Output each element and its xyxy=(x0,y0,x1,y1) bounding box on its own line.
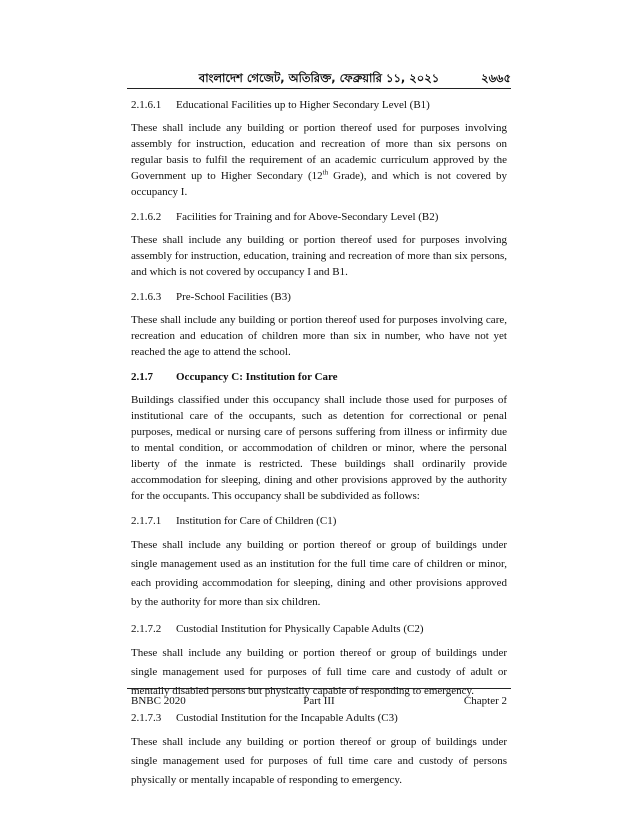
footer-code: BNBC 2020 xyxy=(131,695,186,707)
section-number: 2.1.6.2 xyxy=(131,211,162,223)
section-heading xyxy=(131,98,507,112)
section-number: 2.1.7 xyxy=(131,371,153,383)
section-title: Custodial Institution for Physically Capable Adults (C2) xyxy=(176,623,424,635)
footer-part: Part III xyxy=(303,695,335,707)
section-title: Occupancy C: Institution for Care xyxy=(176,371,338,383)
paragraph-c: Buildings classified under this occupancy shall include those used for purposes of institutional care of the occupants, such as detention for correctional or penal purposes, medical or nursing care of persons suffering from illness or infirmity due to mental condition, or accommodation of children or minor, where the personal liberty of the inmate is restricted. These buildings shall ordinarily provide accommodation for sleeping, dining and other provisions approved by the authority for the occupants. This occupancy shall be subdivided as follows: xyxy=(131,394,507,502)
section-number: 2.1.7.2 xyxy=(131,623,162,635)
footer-chapter: Chapter 2 xyxy=(463,695,507,707)
page-header xyxy=(127,66,511,89)
paragraph-b1 xyxy=(131,120,507,200)
paragraph-text: Grade), and which is not covered by occupancy I. xyxy=(131,170,507,198)
section-heading xyxy=(131,622,507,636)
section-number: 2.1.6.1 xyxy=(131,99,162,111)
section-heading xyxy=(131,711,507,725)
section-title: Educational Facilities up to Higher Secondary Level (B1) xyxy=(176,99,430,111)
gazette-title: বাংলাদেশ গেজেট, অতিরিক্ত, ফেব্রুয়ারি ১১, ২০২১ xyxy=(198,71,440,85)
page-number: ২৬৬৫ xyxy=(481,71,511,85)
superscript: th xyxy=(322,168,329,177)
paragraph-b3: These shall include any building or portion thereof used for purposes involving care, recreation and education of children more than six in number, who have not yet reached the age to attend the school. xyxy=(131,314,507,358)
section-number: 2.1.7.3 xyxy=(131,712,162,724)
paragraph-c3: These shall include any building or portion thereof or group of buildings under single management used for purposes of full time care and custody of persons physically or mentally incapable of responding to emergency. xyxy=(131,736,507,786)
paragraph-c2: These shall include any building or portion thereof or group of buildings under single management used for purposes of full time care and custody of adult or mentally disabled persons but physically capable of responding to emergency. xyxy=(131,647,507,697)
section-number: 2.1.7.1 xyxy=(131,515,162,527)
paragraph-text: These shall include any building or portion thereof used for purposes involving assembly for instruction, education and recreation of more than six persons on regular basis to fulfil the requirement of an academic curriculum approved by the Government up to Higher Secondary (12 xyxy=(131,122,507,182)
paragraph-b2: These shall include any building or portion thereof used for purposes involving assembly for instruction, education, training and recreation of more than six persons, and which is not covered by occupancy I and B1. xyxy=(131,234,507,278)
section-heading xyxy=(131,370,507,384)
section-number: 2.1.6.3 xyxy=(131,291,162,303)
section-heading xyxy=(131,290,507,304)
section-heading xyxy=(131,514,507,528)
section-title: Institution for Care of Children (C1) xyxy=(176,515,337,527)
section-heading xyxy=(131,210,507,224)
section-title: Custodial Institution for the Incapable Adults (C3) xyxy=(176,712,398,724)
paragraph-c1: These shall include any building or portion thereof or group of buildings under single management used as an institution for the full time care of children or minor, each providing accommodation for sleeping, dining and other provisions approved by the authority for more than six children. xyxy=(131,539,507,608)
section-title: Facilities for Training and for Above-Secondary Level (B2) xyxy=(176,211,439,223)
section-title: Pre-School Facilities (B3) xyxy=(176,291,291,303)
page-footer xyxy=(127,688,511,709)
